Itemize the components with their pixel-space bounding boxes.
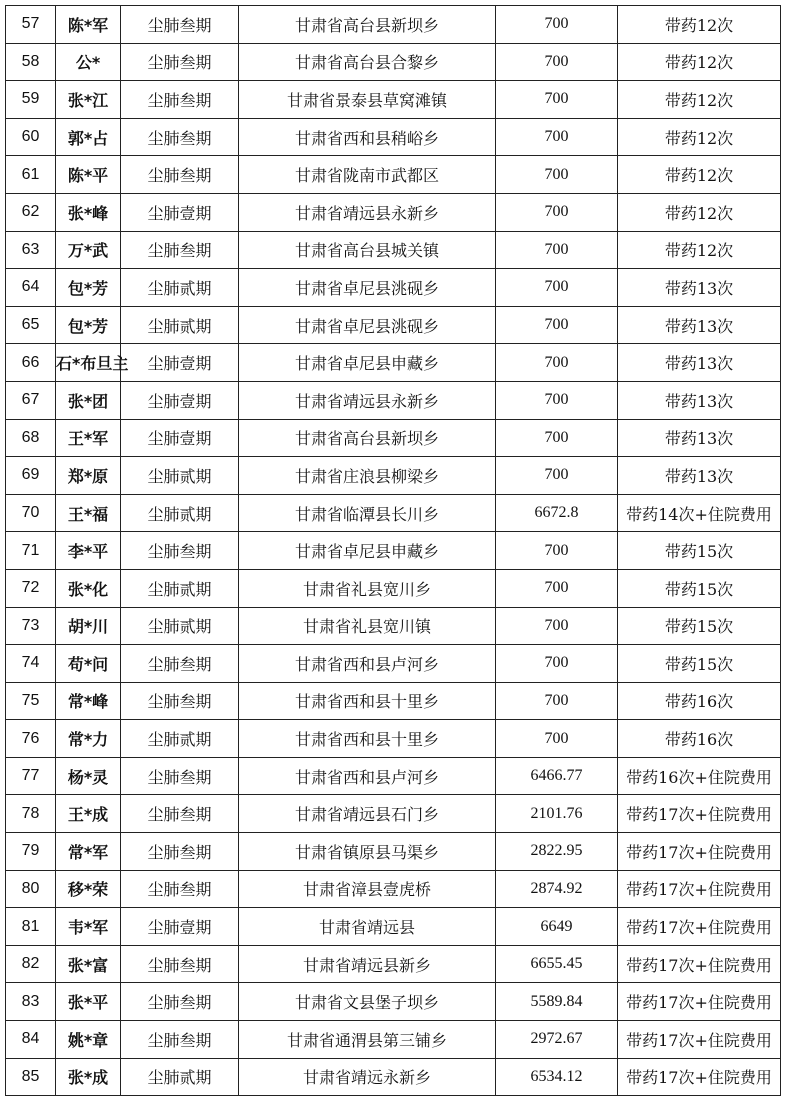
row-number-cell: 71 — [6, 532, 56, 570]
treatment-note-cell: 带药16次 — [618, 720, 781, 758]
patient-name-cell: 李*平 — [56, 532, 121, 570]
table-row — [6, 193, 781, 231]
address-cell: 甘肃省西和县卢河乡 — [239, 757, 496, 795]
address-cell: 甘肃省卓尼县洮砚乡 — [239, 306, 496, 344]
amount-cell: 6649 — [496, 908, 618, 946]
row-number-cell: 64 — [6, 269, 56, 307]
row-number-cell: 61 — [6, 156, 56, 194]
amount-cell: 700 — [496, 419, 618, 457]
amount-cell: 700 — [496, 118, 618, 156]
pneumoconiosis-stage-cell: 尘肺贰期 — [121, 569, 239, 607]
address-cell: 甘肃省通渭县第三铺乡 — [239, 1021, 496, 1059]
treatment-note-cell: 带药17次+住院费用 — [618, 795, 781, 833]
amount-cell: 700 — [496, 269, 618, 307]
row-number-cell: 80 — [6, 870, 56, 908]
row-number-cell: 60 — [6, 118, 56, 156]
table-row — [6, 1058, 781, 1096]
address-cell: 甘肃省礼县宽川乡 — [239, 569, 496, 607]
address-cell: 甘肃省高台县城关镇 — [239, 231, 496, 269]
treatment-note-cell: 带药16次+住院费用 — [618, 757, 781, 795]
amount-cell: 2101.76 — [496, 795, 618, 833]
treatment-note-cell: 带药15次 — [618, 569, 781, 607]
row-number-cell: 82 — [6, 945, 56, 983]
treatment-note-cell: 带药12次 — [618, 193, 781, 231]
amount-cell: 700 — [496, 344, 618, 382]
patient-name-cell: 王*福 — [56, 494, 121, 532]
patient-name-cell: 张*富 — [56, 945, 121, 983]
table-row — [6, 945, 781, 983]
pneumoconiosis-stage-cell: 尘肺叁期 — [121, 645, 239, 683]
table-row — [6, 532, 781, 570]
patient-name-cell: 韦*军 — [56, 908, 121, 946]
pneumoconiosis-stage-cell: 尘肺叁期 — [121, 6, 239, 44]
table-row — [6, 6, 781, 44]
address-cell: 甘肃省卓尼县申藏乡 — [239, 344, 496, 382]
treatment-note-cell: 带药17次+住院费用 — [618, 1021, 781, 1059]
pneumoconiosis-stage-cell: 尘肺叁期 — [121, 118, 239, 156]
patient-name-cell: 胡*川 — [56, 607, 121, 645]
table-row — [6, 81, 781, 119]
row-number-cell: 83 — [6, 983, 56, 1021]
treatment-note-cell: 带药15次 — [618, 607, 781, 645]
patient-name-cell: 常*军 — [56, 833, 121, 871]
treatment-note-cell: 带药12次 — [618, 81, 781, 119]
amount-cell: 700 — [496, 457, 618, 495]
amount-cell: 700 — [496, 43, 618, 81]
patient-name-cell: 姚*章 — [56, 1021, 121, 1059]
treatment-note-cell: 带药16次 — [618, 682, 781, 720]
pneumoconiosis-stage-cell: 尘肺贰期 — [121, 306, 239, 344]
table-row — [6, 231, 781, 269]
address-cell: 甘肃省靖远永新乡 — [239, 1058, 496, 1096]
row-number-cell: 67 — [6, 381, 56, 419]
amount-cell: 6655.45 — [496, 945, 618, 983]
address-cell: 甘肃省卓尼县申藏乡 — [239, 532, 496, 570]
pneumoconiosis-stage-cell: 尘肺贰期 — [121, 494, 239, 532]
table-row — [6, 457, 781, 495]
pneumoconiosis-stage-cell: 尘肺叁期 — [121, 833, 239, 871]
table-row — [6, 494, 781, 532]
address-cell: 甘肃省西和县稍峪乡 — [239, 118, 496, 156]
row-number-cell: 59 — [6, 81, 56, 119]
row-number-cell: 65 — [6, 306, 56, 344]
address-cell: 甘肃省镇原县马渠乡 — [239, 833, 496, 871]
row-number-cell: 74 — [6, 645, 56, 683]
patient-name-cell: 陈*平 — [56, 156, 121, 194]
table-row — [6, 381, 781, 419]
patient-name-cell: 杨*灵 — [56, 757, 121, 795]
row-number-cell: 72 — [6, 569, 56, 607]
address-cell: 甘肃省陇南市武都区 — [239, 156, 496, 194]
amount-cell: 6672.8 — [496, 494, 618, 532]
table-row — [6, 43, 781, 81]
pneumoconiosis-stage-cell: 尘肺贰期 — [121, 607, 239, 645]
treatment-note-cell: 带药13次 — [618, 381, 781, 419]
treatment-note-cell: 带药13次 — [618, 344, 781, 382]
address-cell: 甘肃省高台县新坝乡 — [239, 6, 496, 44]
pneumoconiosis-stage-cell: 尘肺叁期 — [121, 231, 239, 269]
amount-cell: 5589.84 — [496, 983, 618, 1021]
table-row — [6, 682, 781, 720]
patient-name-cell: 包*芳 — [56, 269, 121, 307]
row-number-cell: 63 — [6, 231, 56, 269]
treatment-note-cell: 带药17次+住院费用 — [618, 1058, 781, 1096]
row-number-cell: 77 — [6, 757, 56, 795]
treatment-note-cell: 带药12次 — [618, 156, 781, 194]
amount-cell: 700 — [496, 306, 618, 344]
address-cell: 甘肃省临潭县长川乡 — [239, 494, 496, 532]
treatment-note-cell: 带药13次 — [618, 419, 781, 457]
patient-name-cell: 张*平 — [56, 983, 121, 1021]
table-row — [6, 269, 781, 307]
amount-cell: 700 — [496, 381, 618, 419]
table-row — [6, 156, 781, 194]
address-cell: 甘肃省靖远县石门乡 — [239, 795, 496, 833]
table-row — [6, 983, 781, 1021]
address-cell: 甘肃省礼县宽川镇 — [239, 607, 496, 645]
patient-name-cell: 张*化 — [56, 569, 121, 607]
amount-cell: 2972.67 — [496, 1021, 618, 1059]
treatment-note-cell: 带药17次+住院费用 — [618, 908, 781, 946]
table-row — [6, 607, 781, 645]
patient-name-cell: 张*成 — [56, 1058, 121, 1096]
address-cell: 甘肃省西和县卢河乡 — [239, 645, 496, 683]
amount-cell: 700 — [496, 720, 618, 758]
amount-cell: 2874.92 — [496, 870, 618, 908]
patient-name-cell: 王*军 — [56, 419, 121, 457]
pneumoconiosis-stage-cell: 尘肺贰期 — [121, 457, 239, 495]
patient-name-cell: 张*江 — [56, 81, 121, 119]
patient-name-cell: 张*峰 — [56, 193, 121, 231]
patient-name-cell: 常*峰 — [56, 682, 121, 720]
row-number-cell: 78 — [6, 795, 56, 833]
amount-cell: 700 — [496, 682, 618, 720]
pneumoconiosis-stage-cell: 尘肺壹期 — [121, 193, 239, 231]
address-cell: 甘肃省卓尼县洮砚乡 — [239, 269, 496, 307]
table-row — [6, 795, 781, 833]
pneumoconiosis-stage-cell: 尘肺壹期 — [121, 419, 239, 457]
amount-cell: 700 — [496, 156, 618, 194]
pneumoconiosis-stage-cell: 尘肺叁期 — [121, 43, 239, 81]
table-row — [6, 344, 781, 382]
treatment-note-cell: 带药13次 — [618, 306, 781, 344]
amount-cell: 6466.77 — [496, 757, 618, 795]
row-number-cell: 57 — [6, 6, 56, 44]
patient-name-cell: 郑*原 — [56, 457, 121, 495]
table-row — [6, 306, 781, 344]
table-row — [6, 419, 781, 457]
row-number-cell: 76 — [6, 720, 56, 758]
treatment-note-cell: 带药12次 — [618, 43, 781, 81]
amount-cell: 6534.12 — [496, 1058, 618, 1096]
treatment-note-cell: 带药17次+住院费用 — [618, 833, 781, 871]
amount-cell: 2822.95 — [496, 833, 618, 871]
row-number-cell: 69 — [6, 457, 56, 495]
patient-name-cell: 移*荣 — [56, 870, 121, 908]
table-row — [6, 118, 781, 156]
treatment-note-cell: 带药13次 — [618, 269, 781, 307]
address-cell: 甘肃省文县堡子坝乡 — [239, 983, 496, 1021]
patient-name-cell: 包*芳 — [56, 306, 121, 344]
address-cell: 甘肃省靖远县永新乡 — [239, 193, 496, 231]
patient-name-cell: 郭*占 — [56, 118, 121, 156]
address-cell: 甘肃省靖远县 — [239, 908, 496, 946]
table-row — [6, 569, 781, 607]
pneumoconiosis-stage-cell: 尘肺叁期 — [121, 81, 239, 119]
table-row — [6, 870, 781, 908]
table-row — [6, 757, 781, 795]
treatment-note-cell: 带药17次+住院费用 — [618, 983, 781, 1021]
address-cell: 甘肃省靖远县永新乡 — [239, 381, 496, 419]
patient-name-cell: 石*布旦主 — [56, 344, 121, 382]
address-cell: 甘肃省高台县合黎乡 — [239, 43, 496, 81]
pneumoconiosis-stage-cell: 尘肺叁期 — [121, 682, 239, 720]
amount-cell: 700 — [496, 607, 618, 645]
address-cell: 甘肃省漳县壹虎桥 — [239, 870, 496, 908]
pneumoconiosis-stage-cell: 尘肺壹期 — [121, 908, 239, 946]
patient-name-cell: 苟*问 — [56, 645, 121, 683]
pneumoconiosis-stage-cell: 尘肺贰期 — [121, 720, 239, 758]
pneumoconiosis-stage-cell: 尘肺贰期 — [121, 269, 239, 307]
row-number-cell: 79 — [6, 833, 56, 871]
row-number-cell: 75 — [6, 682, 56, 720]
row-number-cell: 66 — [6, 344, 56, 382]
address-cell: 甘肃省西和县十里乡 — [239, 682, 496, 720]
address-cell: 甘肃省西和县十里乡 — [239, 720, 496, 758]
table-body — [6, 6, 781, 1096]
address-cell: 甘肃省景泰县草窝滩镇 — [239, 81, 496, 119]
patient-name-cell: 王*成 — [56, 795, 121, 833]
address-cell: 甘肃省高台县新坝乡 — [239, 419, 496, 457]
treatment-note-cell: 带药17次+住院费用 — [618, 945, 781, 983]
pneumoconiosis-stage-cell: 尘肺叁期 — [121, 795, 239, 833]
treatment-note-cell: 带药17次+住院费用 — [618, 870, 781, 908]
pneumoconiosis-stage-cell: 尘肺叁期 — [121, 757, 239, 795]
patient-name-cell: 公* — [56, 43, 121, 81]
amount-cell: 700 — [496, 569, 618, 607]
pneumoconiosis-stage-cell: 尘肺叁期 — [121, 1021, 239, 1059]
pneumoconiosis-stage-cell: 尘肺叁期 — [121, 945, 239, 983]
patient-name-cell: 常*力 — [56, 720, 121, 758]
patient-name-cell: 万*武 — [56, 231, 121, 269]
table-row — [6, 645, 781, 683]
row-number-cell: 73 — [6, 607, 56, 645]
amount-cell: 700 — [496, 231, 618, 269]
treatment-note-cell: 带药13次 — [618, 457, 781, 495]
amount-cell: 700 — [496, 532, 618, 570]
treatment-note-cell: 带药12次 — [618, 231, 781, 269]
assistance-record-table — [5, 5, 781, 1096]
address-cell: 甘肃省庄浪县柳梁乡 — [239, 457, 496, 495]
amount-cell: 700 — [496, 645, 618, 683]
treatment-note-cell: 带药15次 — [618, 532, 781, 570]
row-number-cell: 70 — [6, 494, 56, 532]
pneumoconiosis-stage-cell: 尘肺叁期 — [121, 156, 239, 194]
table-row — [6, 908, 781, 946]
pneumoconiosis-stage-cell: 尘肺贰期 — [121, 1058, 239, 1096]
pneumoconiosis-stage-cell: 尘肺壹期 — [121, 381, 239, 419]
amount-cell: 700 — [496, 81, 618, 119]
patient-name-cell: 陈*军 — [56, 6, 121, 44]
pneumoconiosis-stage-cell: 尘肺壹期 — [121, 344, 239, 382]
pneumoconiosis-stage-cell: 尘肺叁期 — [121, 532, 239, 570]
table-row — [6, 833, 781, 871]
row-number-cell: 62 — [6, 193, 56, 231]
row-number-cell: 84 — [6, 1021, 56, 1059]
table-row — [6, 1021, 781, 1059]
address-cell: 甘肃省靖远县新乡 — [239, 945, 496, 983]
table-row — [6, 720, 781, 758]
amount-cell: 700 — [496, 193, 618, 231]
treatment-note-cell: 带药15次 — [618, 645, 781, 683]
patient-name-cell: 张*团 — [56, 381, 121, 419]
treatment-note-cell: 带药12次 — [618, 6, 781, 44]
row-number-cell: 58 — [6, 43, 56, 81]
treatment-note-cell: 带药14次+住院费用 — [618, 494, 781, 532]
row-number-cell: 85 — [6, 1058, 56, 1096]
row-number-cell: 81 — [6, 908, 56, 946]
pneumoconiosis-stage-cell: 尘肺叁期 — [121, 983, 239, 1021]
amount-cell: 700 — [496, 6, 618, 44]
treatment-note-cell: 带药12次 — [618, 118, 781, 156]
row-number-cell: 68 — [6, 419, 56, 457]
pneumoconiosis-stage-cell: 尘肺叁期 — [121, 870, 239, 908]
